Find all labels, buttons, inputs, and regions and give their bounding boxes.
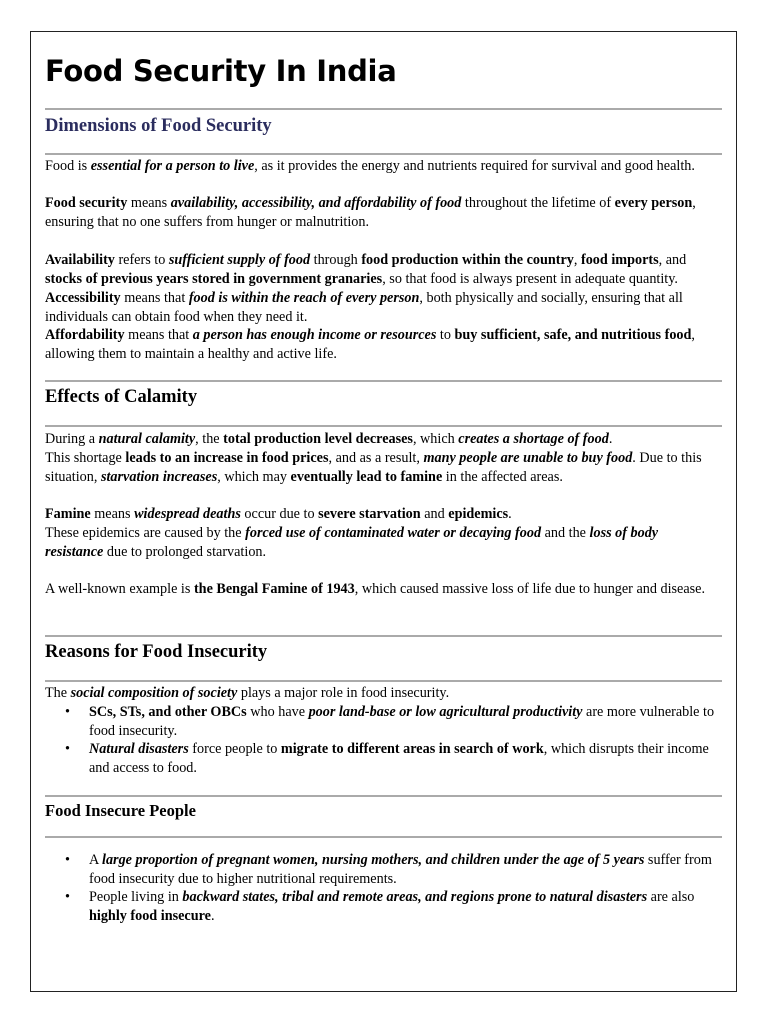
text-run: refers to [114, 252, 169, 268]
text-run: to [436, 327, 455, 343]
text-run: and [420, 506, 449, 522]
bold-text: epidemics [448, 506, 509, 522]
text-run: , and [658, 252, 687, 268]
bold-text: leads to an increase in food prices [125, 450, 329, 466]
text-run: The [45, 685, 71, 701]
bold-text: severe starvation [318, 506, 421, 522]
paragraph [45, 194, 717, 231]
bold-italic-text: many people are unable to buy food [423, 450, 633, 466]
bold-italic-text: a person has enough income or resources [192, 327, 437, 343]
text-run: who have [246, 704, 309, 720]
text-run: . [608, 431, 613, 447]
bold-italic-text: widespread deaths [134, 506, 241, 522]
text-run: means that [124, 327, 193, 343]
text-run: Food is [45, 158, 91, 174]
bold-italic-text: social composition of society [70, 685, 238, 701]
divider [45, 108, 722, 110]
list-item [45, 888, 717, 925]
bold-text: Availability [45, 252, 115, 268]
paragraph [45, 251, 717, 288]
text-run: , which may [217, 468, 291, 485]
text-run: occur due to [240, 506, 319, 522]
text-run: , both physically and socially, ensuring that all individuals can obtain food when they need it. [45, 290, 683, 325]
text-run: , ensuring that no one suffers from hunger or malnutrition. [45, 195, 696, 230]
text-run: in the affected areas. [442, 468, 563, 485]
text-run: , which [412, 431, 459, 447]
bold-italic-text: creates a shortage of food [458, 431, 609, 447]
bold-italic-text: loss of body resistance [45, 525, 659, 560]
page-title: Food Security In India [45, 54, 397, 88]
bold-text: Accessibility [45, 290, 121, 306]
list-item [45, 851, 717, 888]
text-run: , which disrupts their income and access to food. [89, 741, 709, 777]
bold-italic-text: sufficient supply of food [168, 252, 311, 268]
bold-text: Food security [45, 195, 128, 211]
divider [45, 380, 722, 382]
bold-italic-text: essential for a person to live [90, 158, 255, 174]
reasons-list [45, 703, 717, 778]
text-run: . Due to this situation, [45, 450, 702, 485]
text-run: People living in [89, 889, 183, 906]
paragraph [45, 684, 717, 703]
bold-text: Famine [45, 506, 91, 522]
divider [45, 635, 722, 637]
divider [45, 795, 722, 797]
section-heading-reasons: Reasons for Food Insecurity [45, 642, 268, 662]
paragraph [45, 524, 717, 561]
text-run: force people to [188, 741, 281, 758]
text-run: During a [45, 431, 99, 447]
text-run: and the [541, 525, 590, 541]
text-run: throughout the lifetime of [461, 195, 615, 211]
text-run: , [573, 252, 581, 268]
list-item [45, 703, 717, 740]
text-run: This shortage [45, 450, 126, 466]
text-run: . [210, 908, 215, 925]
paragraph [45, 289, 717, 326]
paragraph [45, 505, 717, 524]
bold-italic-text: large proportion of pregnant women, nursing mothers, and children under the age of 5 years [102, 852, 645, 868]
insecure-list [45, 851, 717, 926]
bold-italic-text: natural calamity [98, 431, 196, 447]
bold-text: eventually lead to famine [290, 468, 443, 485]
document-page [30, 31, 737, 992]
text-run: means that [120, 290, 189, 306]
bullet-icon: • [65, 741, 70, 758]
text-run: , which caused massive loss of life due to hunger and disease. [354, 581, 705, 597]
bullet-icon: • [65, 889, 70, 906]
text-run: A well-known example is [45, 581, 194, 597]
divider [45, 153, 722, 155]
bold-text: total production level decreases [223, 431, 413, 447]
paragraph [45, 449, 717, 486]
text-run: suffer from food insecurity due to higher nutritional requirements. [89, 852, 712, 887]
divider [45, 836, 722, 838]
bold-italic-text: Natural disasters [89, 741, 189, 758]
bold-italic-text: food is within the reach of every person [188, 290, 420, 306]
bold-text: Affordability [45, 327, 125, 343]
bullet-icon: • [65, 852, 70, 868]
divider [45, 680, 722, 682]
text-run: , allowing them to maintain a healthy and active life. [45, 327, 695, 362]
bullet-icon: • [65, 704, 70, 720]
text-run: , the [195, 431, 224, 447]
paragraph [45, 580, 717, 599]
text-run: These epidemics are caused by the [45, 525, 246, 541]
bold-text: stocks of previous years stored in government granaries [45, 270, 383, 287]
bold-text: highly food insecure [89, 908, 211, 925]
bold-italic-text: availability, accessibility, and affordability of food [170, 195, 462, 211]
text-run: , so that food is always present in adequate quantity. [382, 270, 678, 287]
section-heading-insecure: Food Insecure People [45, 801, 196, 820]
bold-text: food imports [580, 252, 659, 268]
section-heading-calamity: Effects of Calamity [45, 387, 198, 407]
bold-text: food production within the country [361, 252, 574, 268]
text-run: means [127, 195, 171, 211]
section-heading-dimensions: Dimensions of Food Security [45, 116, 272, 136]
list-item [45, 740, 717, 777]
text-run: means [90, 506, 135, 522]
text-run: , and as a result, [328, 450, 424, 466]
paragraph [45, 430, 717, 449]
bold-italic-text: forced use of contaminated water or decaying food [245, 525, 542, 541]
bold-text: the Bengal Famine of 1943 [193, 581, 355, 597]
bold-text: buy sufficient, safe, and nutritious food [454, 327, 692, 343]
text-run: plays a major role in food insecurity. [237, 685, 450, 701]
paragraph [45, 326, 717, 363]
text-run: are also [647, 889, 695, 906]
text-run: . [508, 506, 512, 522]
text-run: , as it provides the energy and nutrients required for survival and good health. [254, 158, 695, 174]
bold-text: SCs, STs, and other OBCs [89, 704, 247, 720]
divider [45, 425, 722, 427]
bold-italic-text: backward states, tribal and remote areas, and regions prone to natural disasters [182, 889, 648, 906]
bold-text: every person [614, 195, 693, 211]
bold-italic-text: starvation increases [100, 468, 218, 485]
bold-text: migrate to different areas in search of work [280, 741, 544, 758]
paragraph [45, 157, 717, 176]
text-run: due to prolonged starvation. [103, 543, 267, 560]
text-run: A [89, 852, 103, 868]
text-run: through [310, 252, 362, 268]
text-run: are more vulnerable to food insecurity. [89, 704, 715, 739]
bold-italic-text: poor land-base or low agricultural productivity [308, 704, 583, 720]
